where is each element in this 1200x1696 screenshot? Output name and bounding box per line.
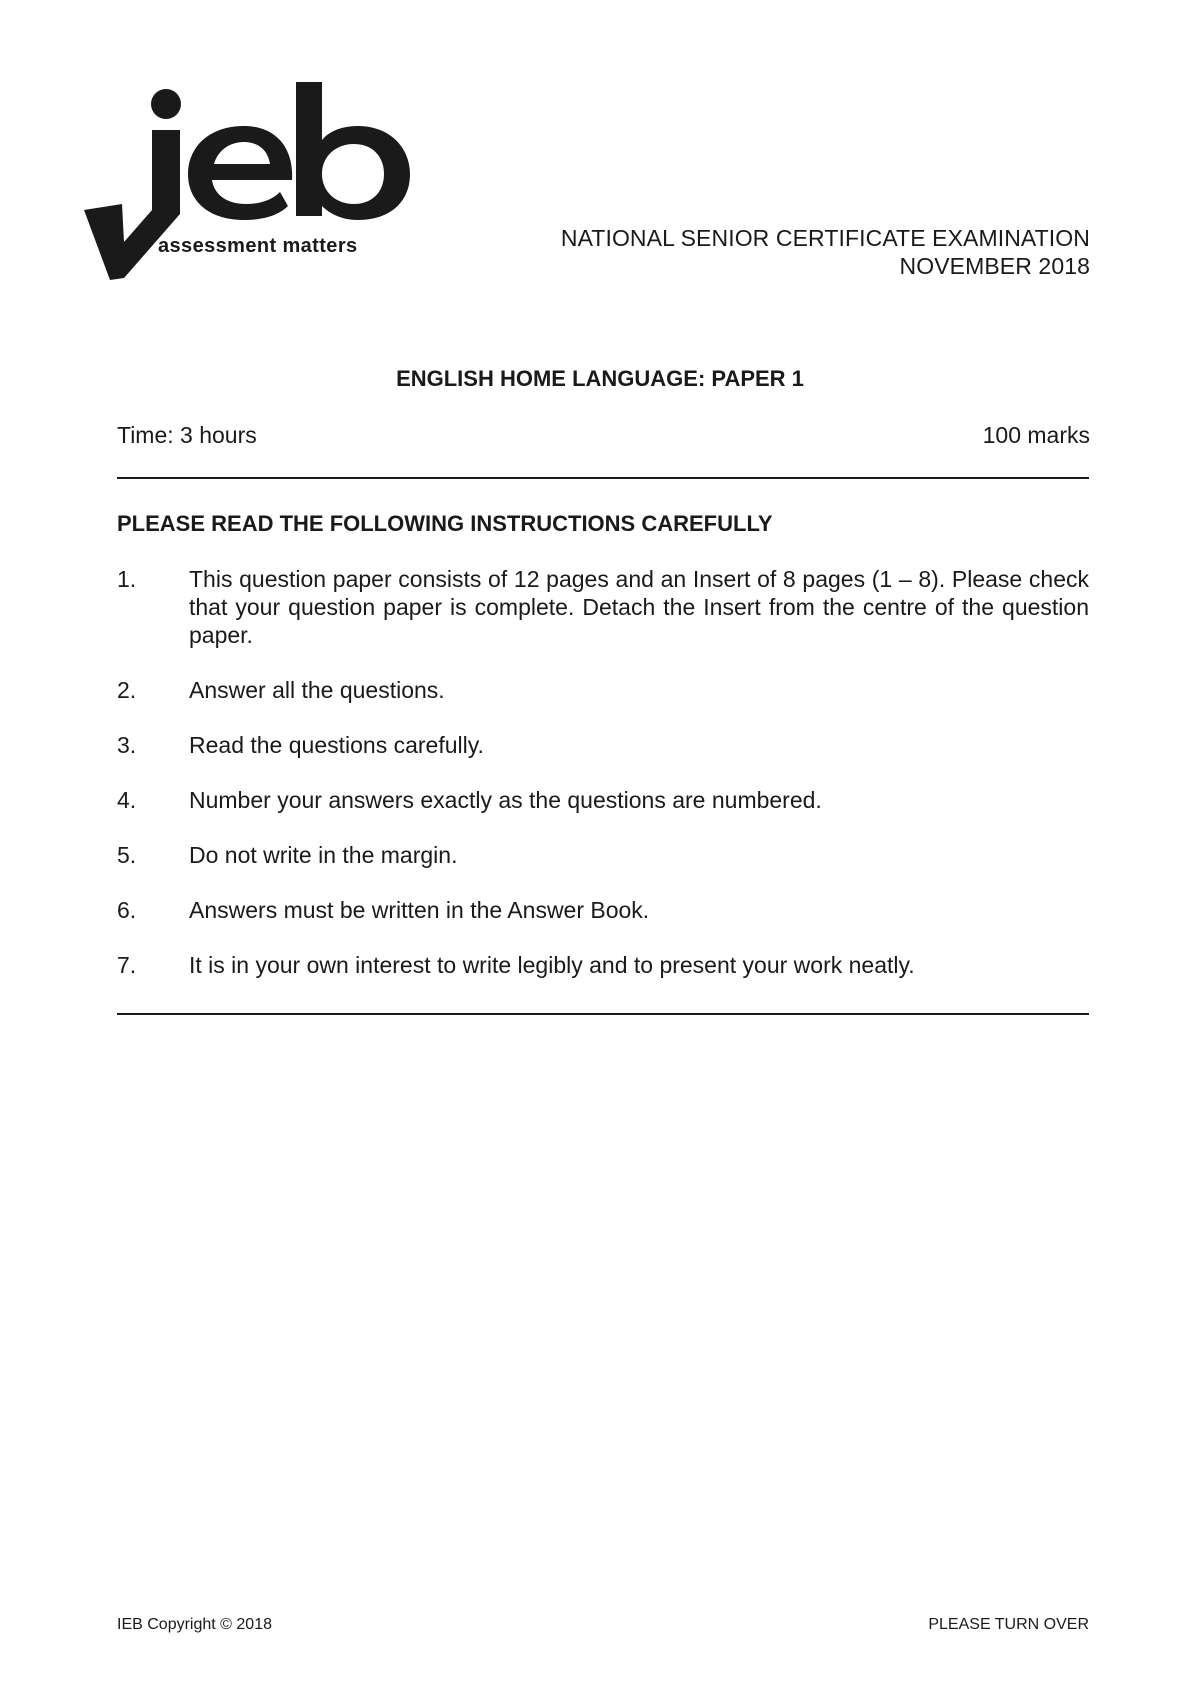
instruction-item <box>117 951 1089 979</box>
ieb-logo <box>84 82 424 304</box>
top-divider <box>117 477 1089 479</box>
time-marks-row <box>117 422 1090 449</box>
instruction-number: 1. <box>117 566 137 592</box>
instruction-number: 6. <box>117 897 137 923</box>
copyright-notice: IEB Copyright © 2018 <box>117 1616 272 1633</box>
instruction-number: 3. <box>117 732 137 758</box>
instruction-text: Read the questions carefully. <box>189 732 484 758</box>
instruction-item <box>117 731 1089 759</box>
instruction-item <box>117 786 1089 814</box>
exam-header <box>561 224 1090 280</box>
instruction-text: It is in your own interest to write legibly and to present your work neatly. <box>189 952 915 978</box>
instruction-number: 7. <box>117 952 137 978</box>
instruction-item <box>117 676 1089 704</box>
instruction-text: This question paper consists of 12 pages and an Insert of 8 pages (1 – 8). Please check that your question paper is complete. Detach the Insert from the centre of the question paper. <box>189 566 1089 648</box>
svg-text:assessment matters: assessment matters <box>158 235 358 257</box>
instruction-number: 2. <box>117 677 137 703</box>
instruction-item <box>117 565 1089 649</box>
instruction-number: 4. <box>117 787 137 813</box>
instruction-text: Answer all the questions. <box>189 677 445 703</box>
instruction-number: 5. <box>117 842 137 868</box>
instructions-heading: PLEASE READ THE FOLLOWING INSTRUCTIONS CAREFULLY <box>117 511 773 536</box>
time-allowed: Time: 3 hours <box>117 422 257 448</box>
instruction-text: Answers must be written in the Answer Book. <box>189 897 650 923</box>
turn-over-notice: PLEASE TURN OVER <box>928 1616 1089 1633</box>
instructions-list <box>117 565 1089 1006</box>
instruction-text: Do not write in the margin. <box>189 842 458 868</box>
instruction-item <box>117 841 1089 869</box>
paper-title: ENGLISH HOME LANGUAGE: PAPER 1 <box>396 366 804 391</box>
instruction-item <box>117 896 1089 924</box>
instruction-text: Number your answers exactly as the questions are numbered. <box>189 787 822 813</box>
exam-session: NOVEMBER 2018 <box>899 253 1090 279</box>
bottom-divider <box>117 1013 1089 1015</box>
exam-name: NATIONAL SENIOR CERTIFICATE EXAMINATION <box>560 225 1090 251</box>
total-marks: 100 marks <box>982 422 1090 448</box>
